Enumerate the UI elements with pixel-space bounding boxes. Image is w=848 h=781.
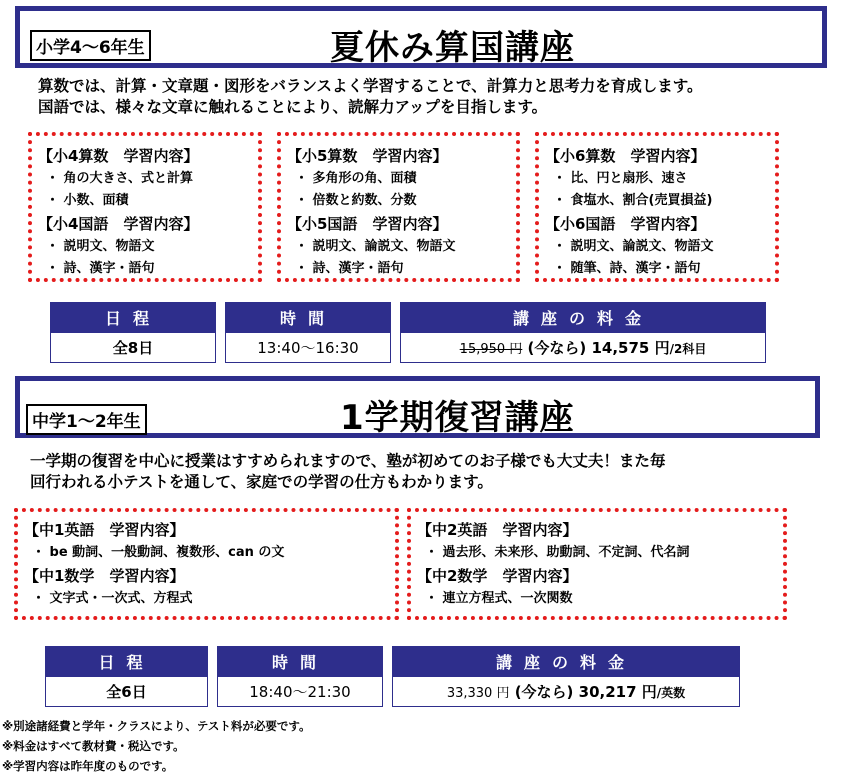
section2-intro-2: 回行われる小テストを通して、家庭での学習の仕方もわかります。 xyxy=(30,473,493,491)
schedule-header: 日程 xyxy=(46,647,208,677)
course-box-grade4 xyxy=(28,132,262,282)
time-value: 18:40〜21:30 xyxy=(218,677,383,707)
box-item: ・ 角の大きさ、式と計算 xyxy=(46,171,194,186)
section1-intro-1: 算数では、計算・文章題・図形をバランスよく学習することで、計算力と思考力を育成します。 xyxy=(38,77,703,95)
box-item: ・ 説明文、論説文、物語文 xyxy=(295,239,456,254)
fee-header: 講座の料金 xyxy=(393,647,740,677)
box-heading: 【小6算数 学習内容】 xyxy=(545,147,706,165)
note-2: ※料金はすべて教材費・税込です。 xyxy=(2,739,185,753)
fee-unit: /2科目 xyxy=(669,342,707,356)
fee-now: 30,217 円 xyxy=(578,683,657,701)
box-heading: 【中2数学 学習内容】 xyxy=(417,567,578,585)
box-item: ・ be 動詞、一般動詞、複数形、can の文 xyxy=(32,545,285,560)
course-box-grade5 xyxy=(277,132,520,282)
fee-header: 講座の料金 xyxy=(401,303,766,333)
box-heading: 【中1数学 学習内容】 xyxy=(24,567,185,585)
box-item: ・ 小数、面積 xyxy=(46,193,129,208)
section1-grade: 小学4〜6年生 xyxy=(30,30,151,61)
box-heading: 【小4国語 学習内容】 xyxy=(38,215,199,233)
box-item: ・ 詩、漢字・語句 xyxy=(46,261,155,276)
section2-intro-1: 一学期の復習を中心に授業はすすめられますので、塾が初めてのお子様でも大丈夫！また毎 xyxy=(30,452,666,470)
box-heading: 【中1英語 学習内容】 xyxy=(24,521,185,539)
section1-title: 夏休み算国講座 xyxy=(330,28,575,68)
section1-info-table xyxy=(50,302,766,363)
schedule-header: 日程 xyxy=(51,303,216,333)
section2-grade: 中学1〜2年生 xyxy=(26,404,147,435)
section2-title: 1学期復習講座 xyxy=(340,398,575,438)
box-item: ・ 多角形の角、面積 xyxy=(295,171,417,186)
time-header: 時間 xyxy=(226,303,391,333)
box-heading: 【小6国語 学習内容】 xyxy=(545,215,706,233)
section1-intro-2: 国語では、様々な文章に触れることにより、読解力アップを目指します。 xyxy=(38,98,548,116)
box-item: ・ 随筆、詩、漢字・語句 xyxy=(553,261,701,276)
fee-old: 33,330 円 xyxy=(446,686,510,701)
fee-now: 14,575 円 xyxy=(591,339,670,357)
fee-value xyxy=(393,677,740,707)
box-heading: 【小5国語 学習内容】 xyxy=(287,215,448,233)
box-item: ・ 詩、漢字・語句 xyxy=(295,261,404,276)
box-item: ・ 説明文、論説文、物語文 xyxy=(553,239,714,254)
box-item: ・ 連立方程式、一次関数 xyxy=(425,591,573,606)
note-1: ※別途諸経費と学年・クラスにより、テスト料が必要です。 xyxy=(2,719,311,733)
schedule-value: 全8日 xyxy=(51,333,216,363)
fee-old: 15,950 円 xyxy=(459,342,523,357)
course-box-jh1 xyxy=(14,508,399,620)
fee-now-label: (今なら) xyxy=(527,339,587,357)
box-item: ・ 文字式・一次式、方程式 xyxy=(32,591,193,606)
box-item: ・ 説明文、物語文 xyxy=(46,239,155,254)
schedule-value: 全6日 xyxy=(46,677,208,707)
course-box-jh2 xyxy=(407,508,787,620)
box-heading: 【小5算数 学習内容】 xyxy=(287,147,448,165)
box-item: ・ 過去形、未来形、助動詞、不定詞、代名詞 xyxy=(425,545,690,560)
time-value: 13:40〜16:30 xyxy=(226,333,391,363)
box-item: ・ 倍数と約数、分数 xyxy=(295,193,417,208)
note-3: ※学習内容は昨年度のものです。 xyxy=(2,759,174,773)
fee-now-label: (今なら) xyxy=(514,683,574,701)
box-heading: 【小4算数 学習内容】 xyxy=(38,147,199,165)
box-heading: 【中2英語 学習内容】 xyxy=(417,521,578,539)
section2-info-table xyxy=(45,646,740,707)
fee-unit: /英数 xyxy=(656,686,686,700)
time-header: 時間 xyxy=(218,647,383,677)
fee-value xyxy=(401,333,766,363)
course-box-grade6 xyxy=(535,132,779,282)
box-item: ・ 食塩水、割合(売買損益) xyxy=(553,193,713,208)
box-item: ・ 比、円と扇形、速さ xyxy=(553,171,688,186)
